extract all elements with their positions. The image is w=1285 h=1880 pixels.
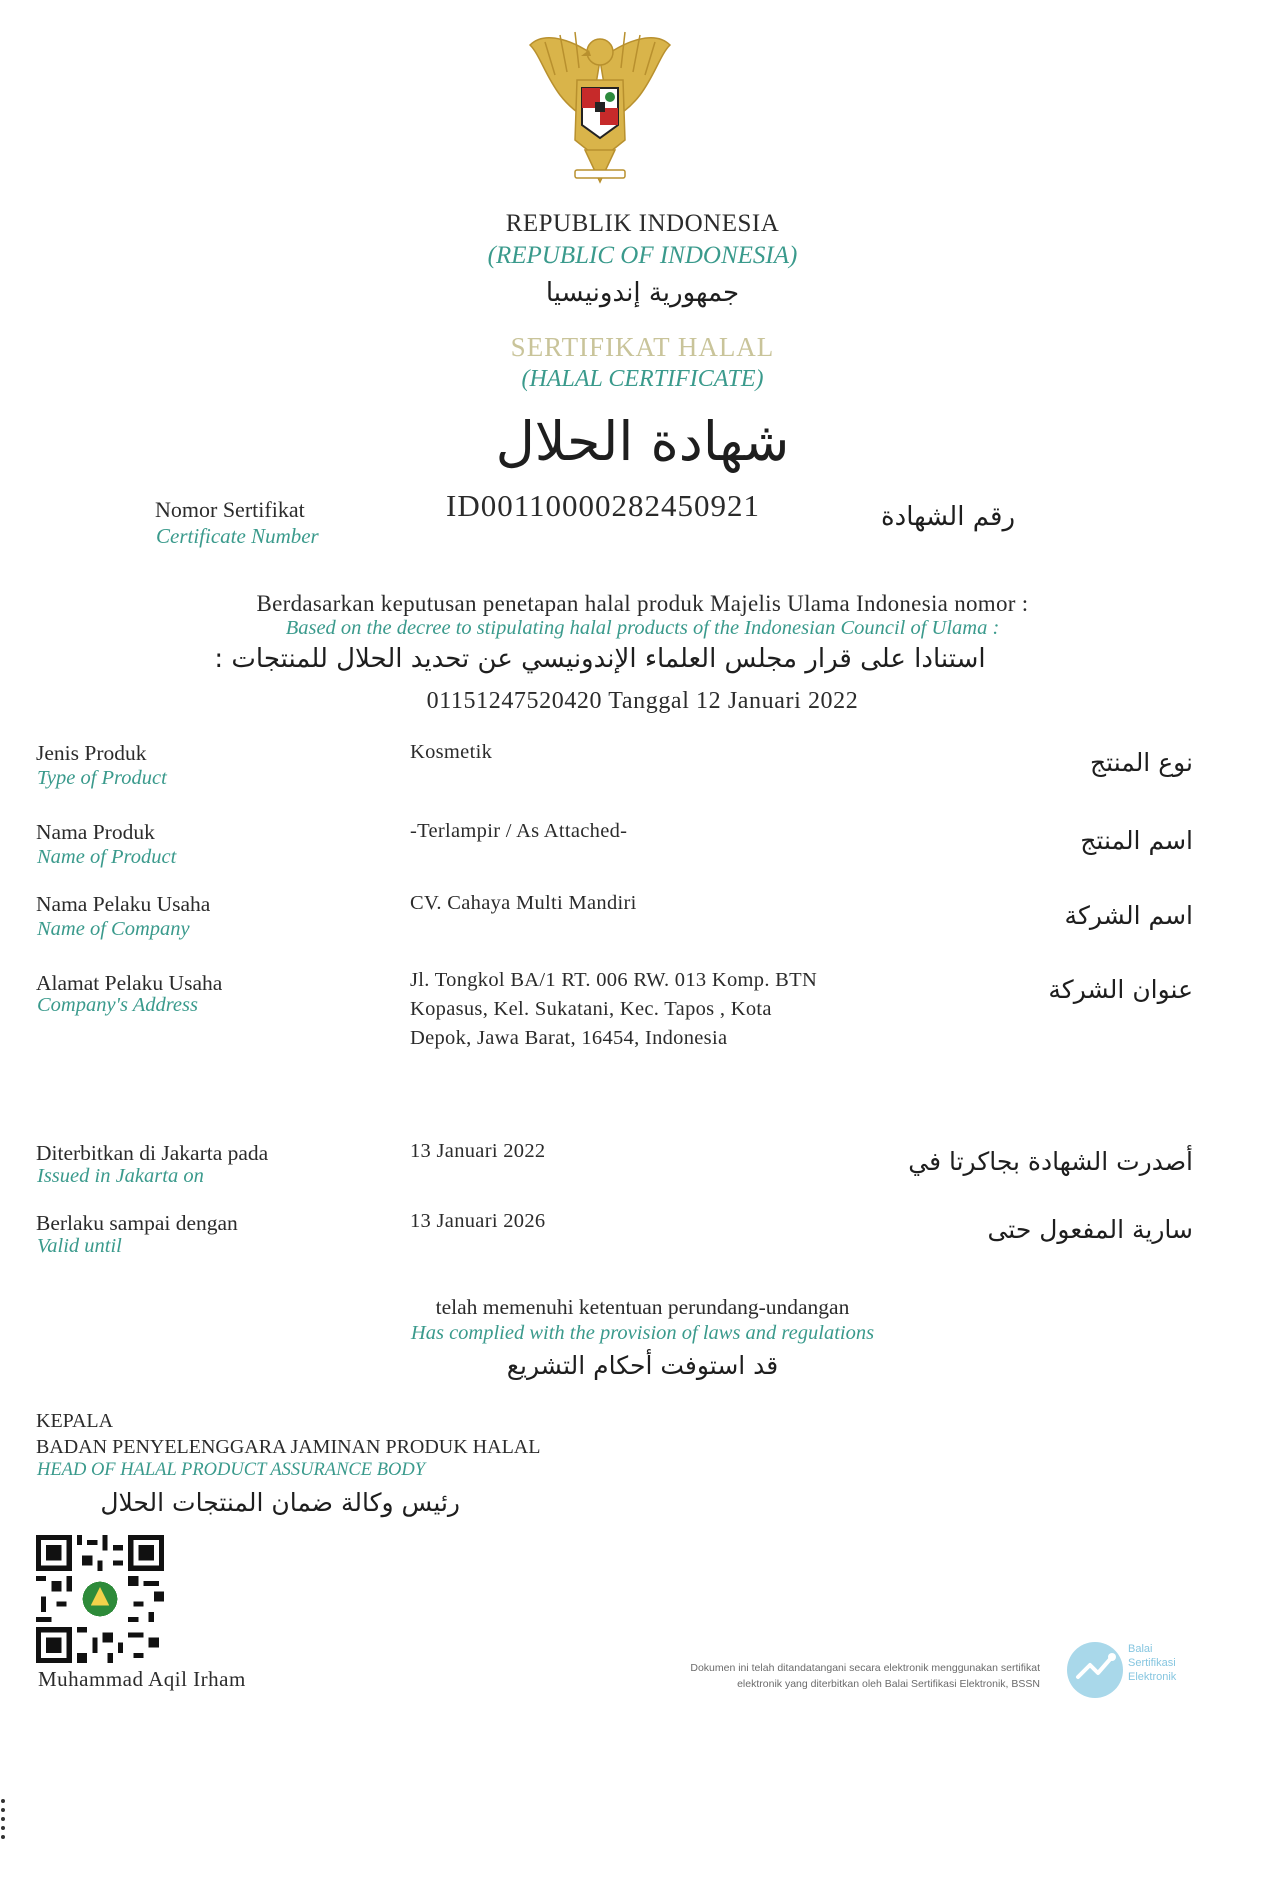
country-title: REPUBLIK INDONESIA — [505, 210, 780, 237]
valid-label-ar: سارية المفعول حتى — [987, 1215, 1193, 1244]
e-signature-note-line: elektronik yang diterbitkan oleh Balai Sertifikasi Elektronik, BSSN — [737, 1678, 1040, 1690]
address-line: Depok, Jawa Barat, 16454, Indonesia — [410, 1027, 728, 1049]
garuda-pancasila-emblem-icon — [515, 20, 685, 190]
decree-text-ar: استنادا على قرار مجلس العلماء الإندونيسي عن تحديد الحلال للمنتجات : — [214, 644, 986, 674]
field-label-company-address: Alamat Pelaku Usaha — [36, 971, 223, 995]
issued-label-en: Issued in Jakarta on — [37, 1165, 204, 1187]
bsre-logo-line: Balai — [1128, 1643, 1153, 1655]
field-label-company-name: Nama Pelaku Usaha — [36, 892, 211, 916]
valid-label-en: Valid until — [37, 1235, 122, 1257]
field-label-company-name-en: Name of Company — [37, 918, 190, 940]
certificate-number-label-ar: رقم الشهادة — [881, 502, 1015, 532]
e-signature-note — [580, 1660, 1040, 1692]
signatory-name: Muhammad Aqil Irham — [38, 1667, 246, 1691]
bsre-logo-line: Elektronik — [1128, 1671, 1177, 1683]
valid-label: Berlaku sampai dengan — [36, 1211, 238, 1235]
country-title-en: (REPUBLIC OF INDONESIA) — [487, 242, 798, 269]
field-label-product-type: Jenis Produk — [36, 741, 147, 765]
field-label-product-name-ar: اسم المنتج — [1080, 826, 1193, 855]
field-label-product-type-ar: نوع المنتج — [1090, 748, 1193, 777]
certificate-title-ar: شهادة الحلال — [495, 410, 790, 473]
field-value-product-name: -Terlampir / As Attached- — [410, 820, 628, 842]
valid-value: 13 Januari 2026 — [410, 1210, 546, 1232]
certificate-title-en: (HALAL CERTIFICATE) — [521, 366, 764, 392]
compliance-text-ar: قد استوفت أحكام التشريع — [506, 1351, 779, 1380]
bsre-logo-text — [1128, 1642, 1218, 1684]
compliance-text-en: Has complied with the provision of laws and regulations — [410, 1322, 875, 1344]
issued-value: 13 Januari 2022 — [410, 1140, 546, 1162]
bsre-logo-line: Sertifikasi — [1128, 1657, 1176, 1669]
issued-label-ar: أصدرت الشهادة بجاكرتا في — [908, 1147, 1193, 1176]
country-title-ar: جمهورية إندونيسيا — [545, 278, 740, 308]
field-label-company-address-en: Company's Address — [37, 994, 198, 1016]
field-value-product-type: Kosmetik — [410, 741, 493, 763]
qr-code-icon — [36, 1535, 164, 1663]
signatory-title-2: BADAN PENYELENGGARA JAMINAN PRODUK HALAL — [36, 1436, 541, 1458]
certificate-title: SERTIFIKAT HALAL — [510, 332, 775, 362]
scroll-dots-icon — [0, 1795, 6, 1845]
decree-number-date: 01151247520420 Tanggal 12 Januari 2022 — [426, 688, 859, 714]
e-signature-note-line: Dokumen ini telah ditandatangani secara elektronik menggunakan sertifikat — [690, 1662, 1040, 1674]
decree-text-en: Based on the decree to stipulating halal products of the Indonesian Council of Ulama : — [285, 617, 1000, 639]
field-label-product-type-en: Type of Product — [37, 767, 167, 789]
field-label-product-name: Nama Produk — [36, 820, 155, 844]
signatory-title-en: HEAD OF HALAL PRODUCT ASSURANCE BODY — [37, 1460, 426, 1480]
address-line: Jl. Tongkol BA/1 RT. 006 RW. 013 Komp. BTN — [410, 969, 818, 991]
field-label-company-address-ar: عنوان الشركة — [1048, 975, 1193, 1004]
signatory-title-ar: رئيس وكالة ضمان المنتجات الحلال — [100, 1488, 460, 1517]
signatory-title-1: KEPALA — [36, 1410, 114, 1432]
field-value-company-name: CV. Cahaya Multi Mandiri — [410, 892, 637, 914]
issued-label: Diterbitkan di Jakarta pada — [36, 1141, 269, 1165]
field-value-company-address — [410, 966, 817, 1053]
address-line: Kopasus, Kel. Sukatani, Kec. Tapos , Kota — [410, 998, 772, 1020]
certificate-number-label: Nomor Sertifikat — [155, 497, 305, 522]
compliance-text: telah memenuhi ketentuan perundang-undangan — [435, 1295, 850, 1319]
decree-text: Berdasarkan keputusan penetapan halal produk Majelis Ulama Indonesia nomor : — [256, 591, 1029, 616]
field-label-product-name-en: Name of Product — [37, 846, 177, 868]
certificate-number-value: ID00110000282450921 — [446, 488, 761, 523]
field-label-company-name-ar: اسم الشركة — [1064, 901, 1193, 930]
certificate-number-label-en: Certificate Number — [156, 524, 319, 548]
